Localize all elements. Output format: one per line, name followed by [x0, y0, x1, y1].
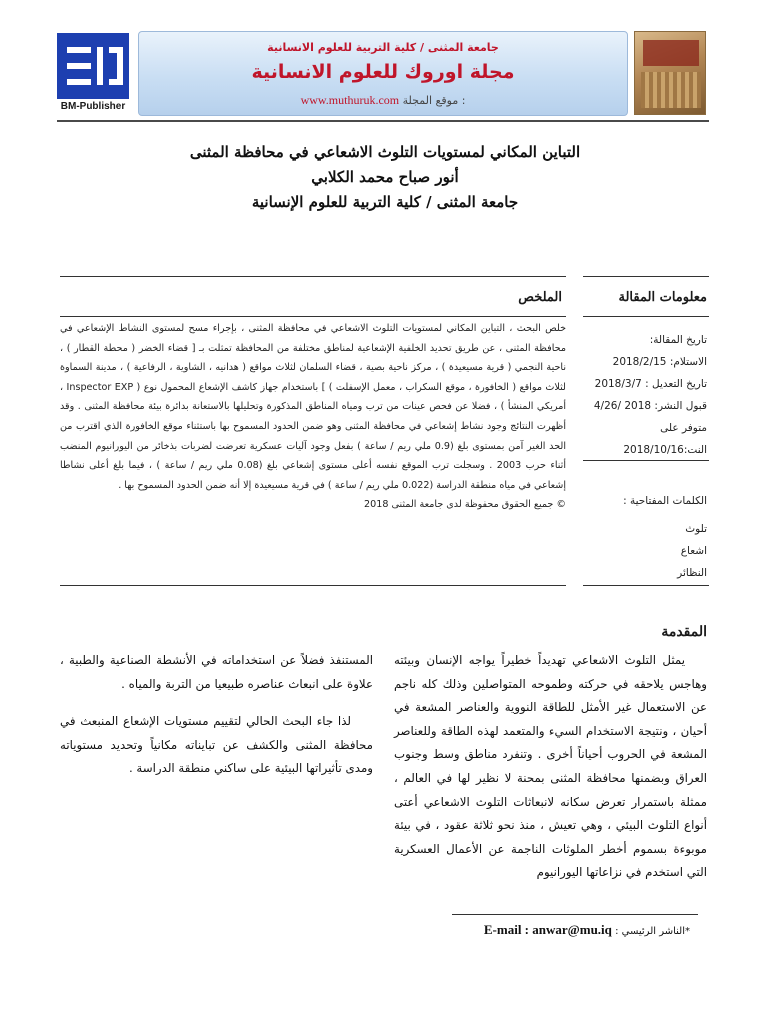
keywords-label: الكلمات المفتاحية : [623, 495, 707, 507]
intro-left-paragraph-1: المستنفذ فضلاً عن استخداماته في الأنشطة الصناعية والطبية ، علاوة على انبعاث عناصره طبيعيا من التربة والمياه . [60, 653, 373, 691]
title-block [120, 140, 650, 215]
abstract-bottom-rule [60, 585, 566, 586]
journal-url-link[interactable]: www.muthuruk.com [300, 93, 400, 107]
keywords-block [577, 490, 707, 584]
info-top-rule [583, 276, 709, 277]
header-divider [57, 120, 709, 122]
copyright-notice: © جميع الحقوق محفوظة لدى جامعة المثنى 2018 [364, 499, 566, 511]
intro-left-paragraph-2-text: لذا جاء البحث الحالي لتقييم مستويات الإشعاع المنبعث في محافظة المثنى والكشف عن تبايناته مكانياً وتحديد مستوياته ومدى تأثيراتها البيئية على ساكني منطقة الدراسة . [60, 714, 373, 776]
intro-left-paragraph-2 [60, 710, 373, 781]
keyword-item: اشعاع [680, 545, 707, 557]
info-mid-rule [583, 316, 709, 317]
abstract-text: خلص البحث ، التباين المكاني لمستويات التلوث الاشعاعي في محافظة المثنى ، بإجراء مسح لمستوى النشاط الإشعاعي في محافظة المثنى ، عن طريق تحديد الخلفية الإشعاعية لمناطق مختلفة من المحافظة تمثلت بـ [ قضاء الخضر ( محطة القطار ) ، ناحية النجمي ( قرية مسيعيدة ) ، مركز ناحية بصية ، قضاء السلمان لثلاث مواقع ( هدانيه ، الشاوية ، الرفاعية ) ، مدينة السماوة لثلاث مواقع ( الخافورة ، موقع السكراب ، معمل الإسفلت ) ] باستخدام جهاز كاشف الإشعاع المحمول نوع ( Inspector EXP ، أمريكي المنشأ ) ، فضلا عن فحص عينات من ترب ومياه المناطق المذكورة وتحليلها بالاستعانة بدائرة بيئة محافظة المثنى . وقد أظهرت النتائج وجود نشاط إشعاعي في محافظة المثنى وهو ضمن الحدود المسموح بها باستثناء موقع الخافورة الذي اقترب من الحد الغير آمن بمستوى بلغ (0.9 ملي ريم / ساعة ) بفعل وجود آليات عسكرية تعرضت لضربات بذخائر من اليورانيوم المنضب أثناء حرب 2003 . وسجلت ترب الموقع نفسه أعلى مستوى إشعاعي بلغ (0.08 ملي ريم / ساعة ) ، فيما بلغ أعلى نشاطا إشعاعي في مياه منطقة الدراسة (0.022 ملي ريم / ساعة ) في قرية مسيعيدة إلا أنه ضمن الحدود المسموح بها . [60, 323, 566, 491]
article-info-heading: معلومات المقالة [618, 290, 707, 305]
introduction-heading: المقدمة [661, 624, 707, 640]
footnote-label: *الناشر الرئيسي : [615, 926, 690, 937]
info-bottom-rule [583, 585, 709, 586]
intro-left-column [60, 649, 373, 781]
intro-right-text: يمثل التلوث الاشعاعي تهديداً خطيراً يواجه الإنسان وبيئته وهاجس يلاحقه في حركته وطموحه المتواصلين وذلك كله ناجم عن الاستعمال غير الأمثل للطاقة النووية والعناصر المشعة في أحيان ، ونتيجة الاستخدام السيء والمتعمد لهذه الطاقة وللعناصر المشعة في الحروب أحياناً أخرى . وتنفرد مناطق وسط وجنوب العراق وبضمنها محافظة المثنى بمحنة لا نظير لها في العالم ، ممثلة باستمرار تعرض سكانه لانبعاثات التلوث الاشعاعي أعتى أنواع التلوث البيئي ، وهي تعيش ، منذ نحو ثلاثة عقود ، في بيئة موبوءة بسموم أخطر الملوثات الناجمة عن الأعمال العسكرية التي استخدم في نزاعاتها اليورانيوم [394, 653, 707, 880]
author-name: أنور صباح محمد الكلابي [311, 168, 459, 186]
journal-cover-image [634, 31, 706, 115]
accepted-date: قبول النشر: 2018 /4/26 [593, 400, 707, 412]
author-affiliation: جامعة المثنى / كلية التربية للعلوم الإنسانية [251, 193, 519, 211]
abstract-body [60, 319, 566, 515]
publisher-logo-mark [57, 33, 129, 99]
abstract-heading: الملخص [518, 290, 562, 305]
keywords-rule [583, 460, 709, 461]
received-date: الاستلام: 2018/2/15 [612, 356, 707, 368]
site-label: موقع المجلة : [402, 94, 466, 107]
banner-journal-name: مجلة اوروك للعلوم الانسانية [251, 61, 515, 83]
publisher-caption: BM-Publisher [60, 101, 126, 112]
keyword-item: النظائر [677, 567, 707, 579]
journal-banner [138, 31, 628, 116]
footnote [484, 922, 690, 938]
article-history [577, 329, 707, 461]
footnote-rule [452, 914, 698, 915]
author-email-link[interactable]: E-mail : anwar@mu.iq [483, 922, 612, 937]
banner-site [139, 93, 627, 108]
keyword-item: تلوث [685, 523, 707, 535]
banner-university: جامعة المثنى / كلية التربية للعلوم الانسانية [267, 41, 499, 54]
intro-right-column [394, 649, 707, 885]
online-date: متوفر على النت:2018/10/16 [623, 422, 707, 456]
publisher-logo [57, 33, 129, 115]
abstract-mid-rule [60, 316, 566, 317]
revised-date: تاريخ التعديل : 2018/3/7 [594, 378, 707, 390]
abstract-top-rule [60, 276, 566, 277]
paper-title: التباين المكاني لمستويات التلوث الاشعاعي في محافظة المثنى [189, 143, 581, 161]
history-label: تاريخ المقالة: [649, 334, 707, 346]
